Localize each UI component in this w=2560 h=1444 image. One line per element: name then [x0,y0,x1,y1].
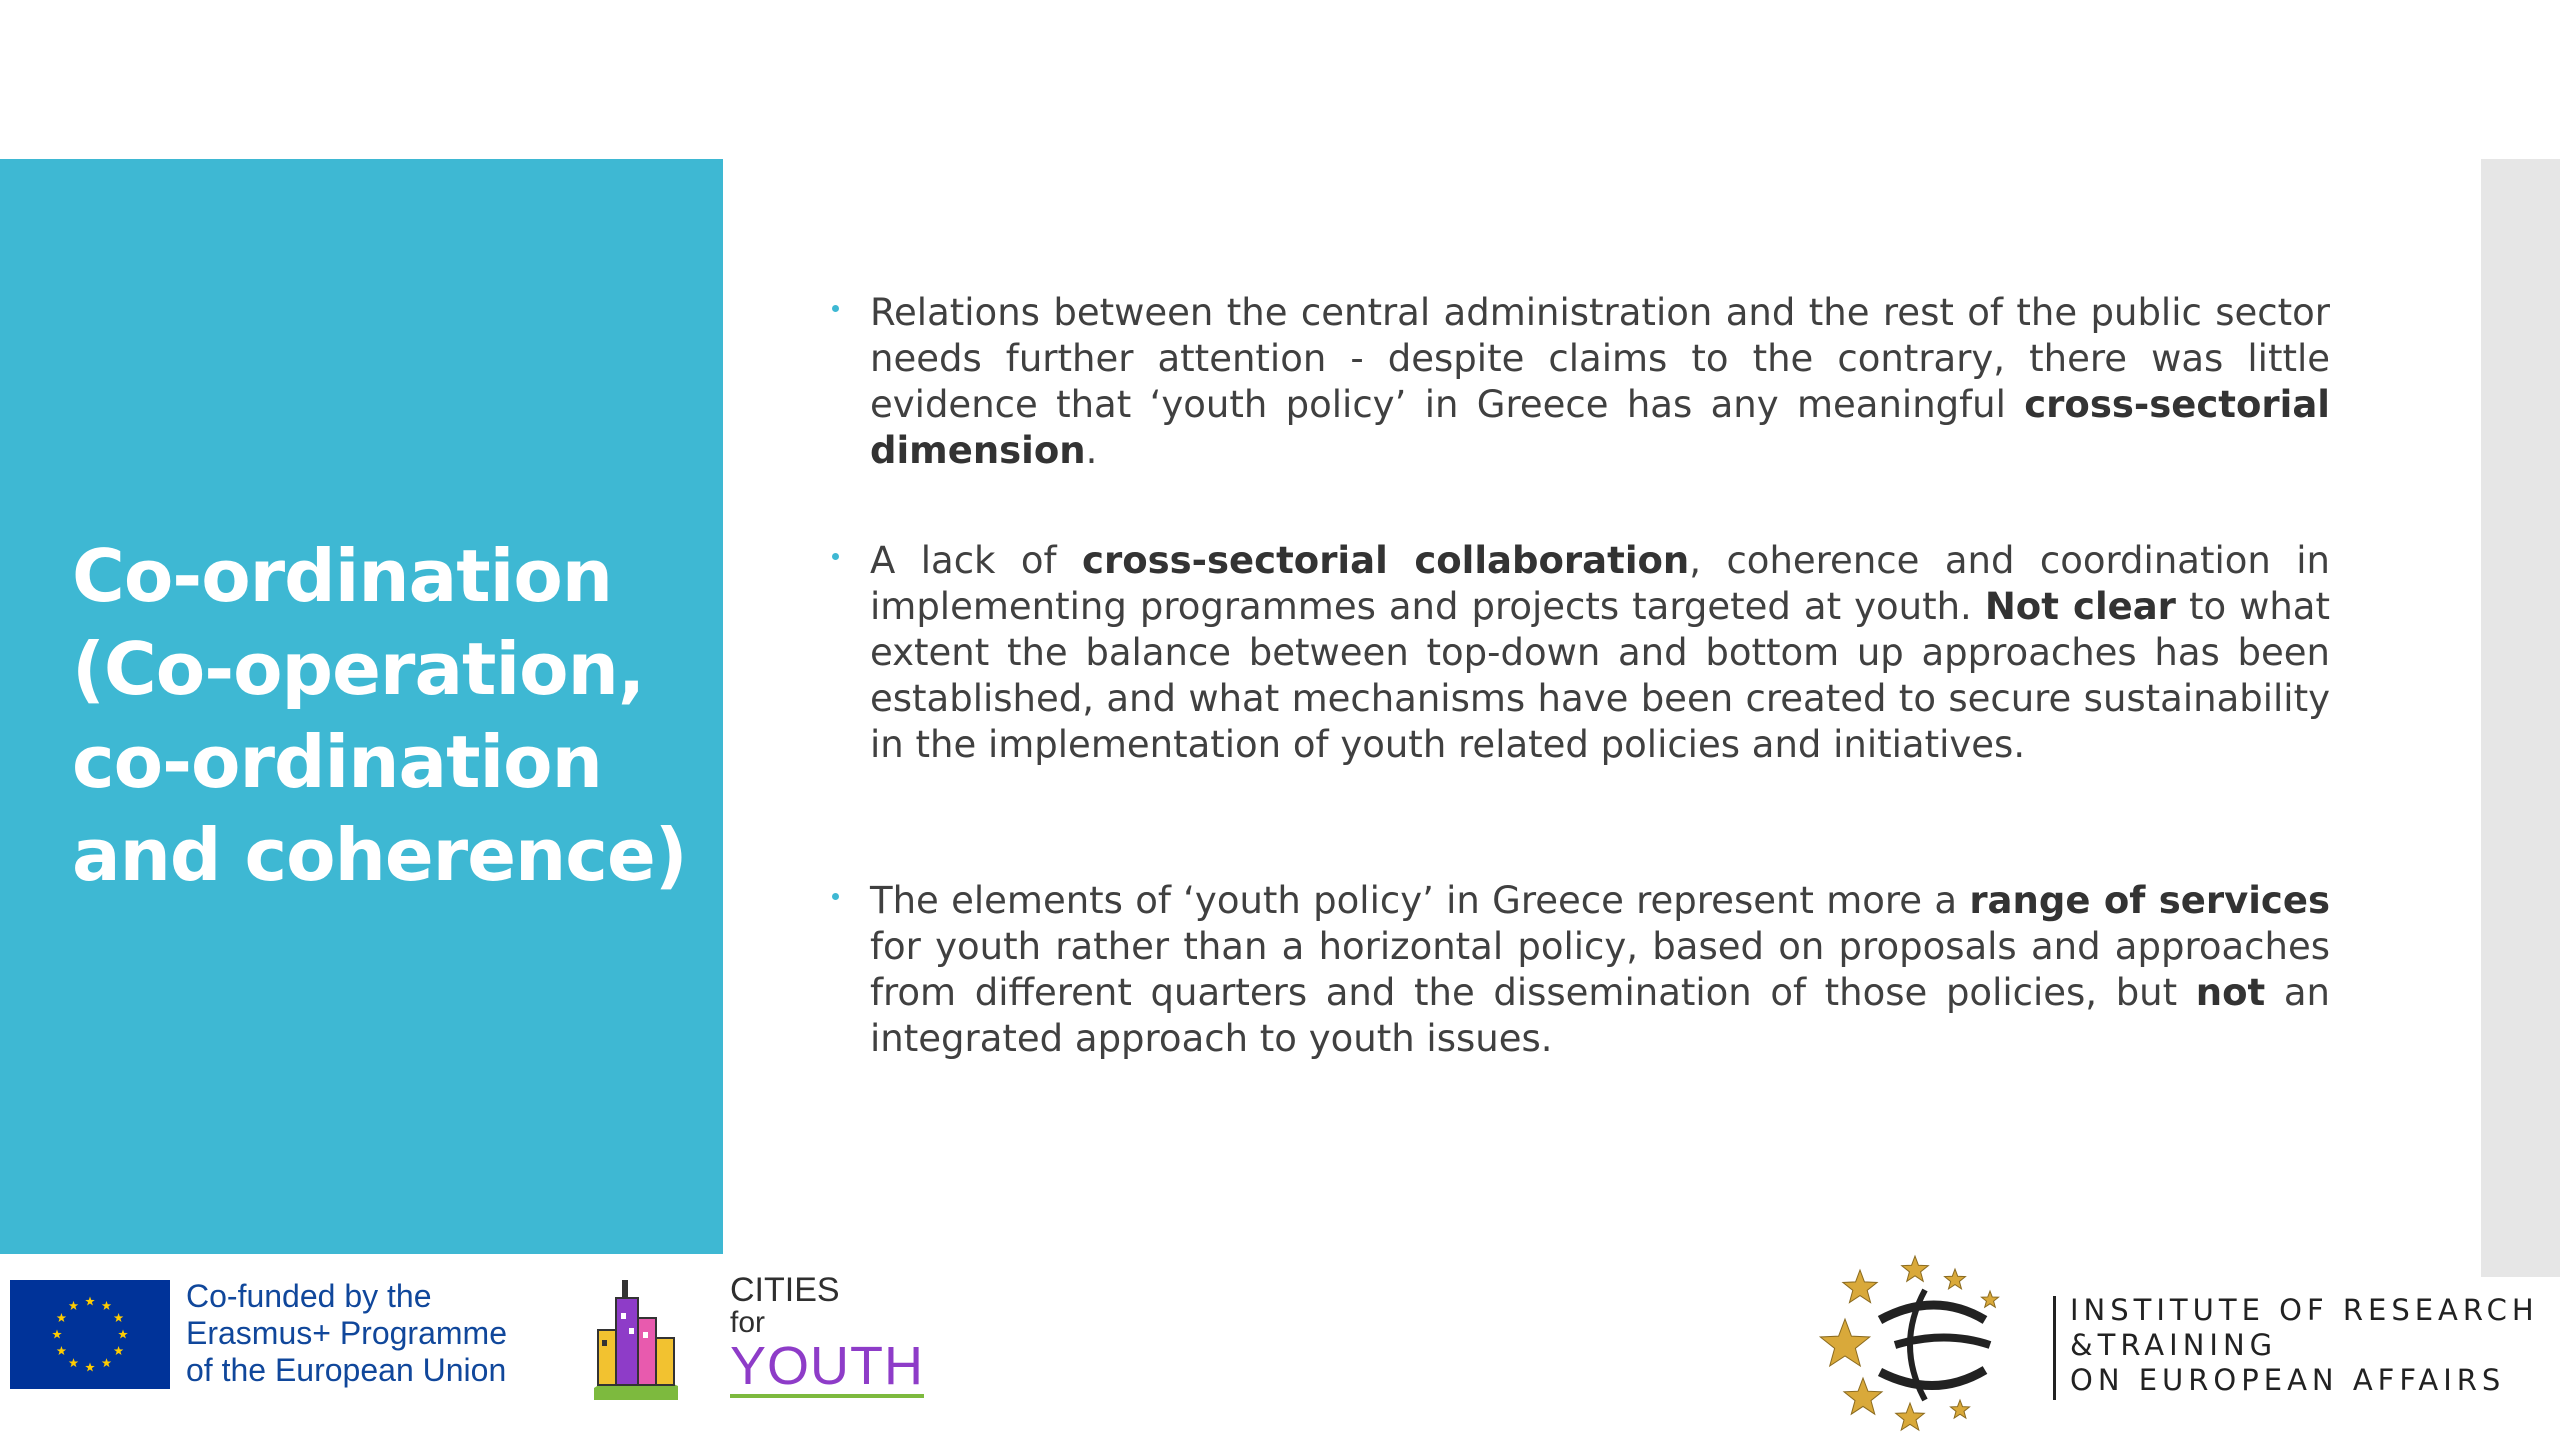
emblem-star-icon [1902,1256,1929,1281]
institute-divider [2053,1296,2056,1400]
eu-star-icon [85,1363,95,1372]
title-line: (Co-operation, [72,627,645,711]
bullet-item [830,538,2330,768]
emblem-star-icon [1844,1378,1882,1414]
emblem-star-icon [1896,1403,1925,1430]
bullet-emphasis: cross-sectorial dimension [870,383,2330,472]
bullet-dot-icon [832,553,839,560]
eu-star-icon [114,1313,124,1322]
institute-line: INSTITUTE OF RESEARCH [2070,1293,2539,1327]
eu-star-icon [52,1330,62,1339]
eu-line: Erasmus+ Programme [186,1315,507,1351]
institute-line: ON EUROPEAN AFFAIRS [2070,1363,2506,1397]
bullet-text: , coherence and coordination in implementing programmes and projects targeted at youth. [870,539,2330,628]
bullet-emphasis: Not clear [1984,585,2176,628]
eu-star-icon [118,1330,128,1339]
bullet-dot-icon [832,305,839,312]
bullet-emphasis: range of services [1969,879,2330,922]
title-line: and coherence) [72,813,687,897]
eu-line: of the European Union [186,1352,507,1388]
eu-flag-icon [10,1280,170,1389]
cities-logo-line: for [730,1306,766,1339]
cities-logo-line: CITIES [730,1271,840,1309]
right-edge-strip [2481,159,2560,1277]
eu-star-icon [69,1301,79,1310]
bullet-emphasis: cross-sectorial collaboration [1082,539,1690,582]
bullet-text: Relations between the central administration and the rest of the public sector needs further attention - despite claims to the contrary, there was little evidence that ‘youth policy’ in Greece has any meaningful [870,291,2330,426]
bullet-text: for youth rather than a horizontal policy, based on proposals and approaches from different quarters and the dissemination of those policies, but [870,925,2330,1014]
bullet-text: The elements of ‘youth policy’ in Greece represent more a [870,879,1970,922]
star-emblem-icon [1785,1250,2045,1440]
bullet-item [830,290,2330,474]
bullet-text: an integrated approach to youth issues. [870,971,2330,1060]
institute-name [2070,1293,2539,1398]
eu-star-icon [114,1346,124,1355]
eu-star-icon [102,1301,112,1310]
city-buildings-icon [590,1268,680,1403]
eu-star-icon [85,1297,95,1306]
emblem-star-icon [1981,1291,1998,1307]
slide-title [72,530,712,902]
cities-for-youth-logo [730,1272,924,1398]
emblem-star-icon [1945,1269,1966,1289]
bullet-text: . [1085,429,1098,472]
bullet-emphasis: not [2195,971,2266,1014]
title-line: Co-ordination [72,534,613,618]
eu-star-icon [57,1346,67,1355]
cities-logo-line: YOUTH [730,1336,924,1396]
institute-line: &TRAINING [2070,1328,2278,1362]
emblem-star-icon [1950,1400,1969,1418]
eu-line: Co-funded by the [186,1278,432,1314]
eu-star-icon [102,1358,112,1367]
erasmus-cofunded-text [186,1278,546,1389]
emblem-star-icon [1820,1319,1869,1366]
bullet-text: A lack of [870,539,1083,582]
eu-star-icon [57,1313,67,1322]
bullet-item [830,878,2330,1062]
emblem-star-icon [1843,1270,1877,1303]
bullet-text: to what extent the balance between top-down and bottom up approaches has been established, and what mechanisms have been created to secure sustainability in the implementation of youth related policies and initiatives. [870,585,2330,766]
title-line: co-ordination [72,720,602,804]
eu-star-icon [69,1358,79,1367]
bullet-dot-icon [832,893,839,900]
